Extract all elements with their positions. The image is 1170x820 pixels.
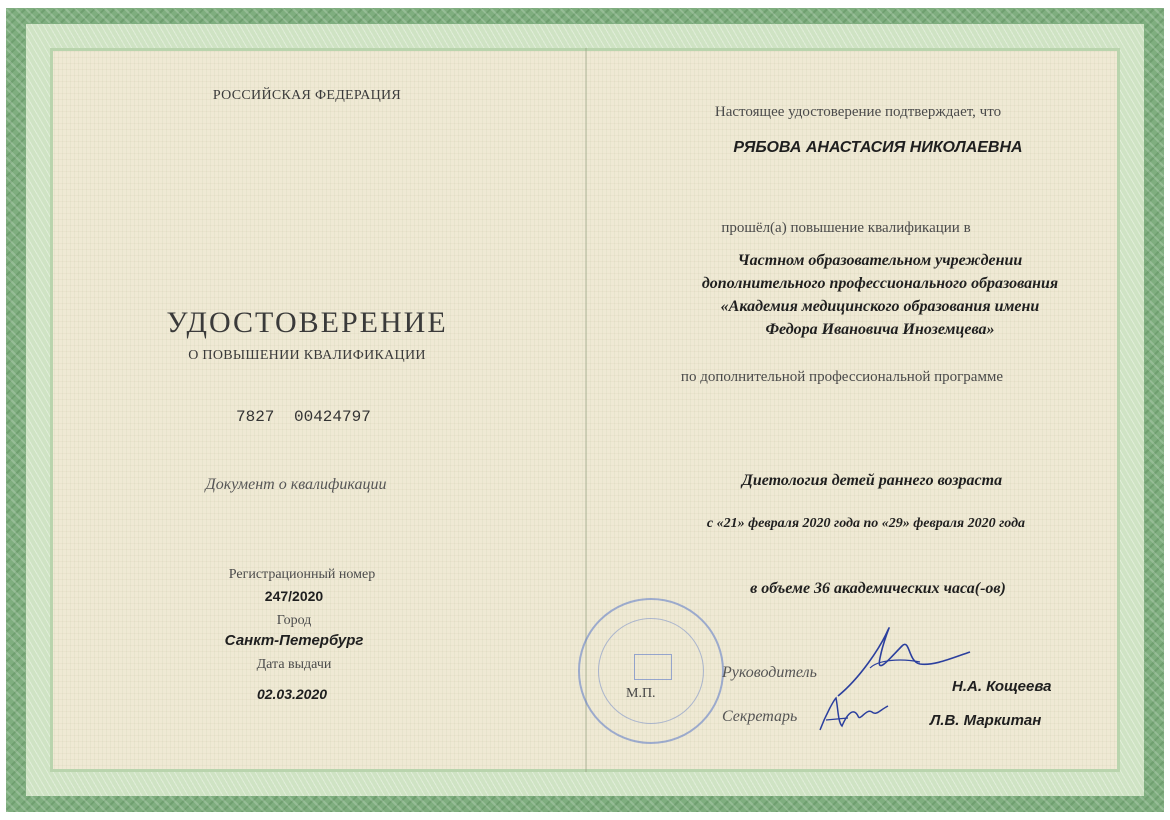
person-name: РЯБОВА АНАСТАСИЯ НИКОЛАЕВНА	[733, 139, 1023, 156]
passed-text: прошёл(а) повышение квалификации в	[721, 220, 971, 236]
country-label: РОССИЙСКАЯ ФЕДЕРАЦИЯ	[212, 88, 402, 103]
issue-date-label: Дата выдачи	[256, 657, 332, 672]
confirm-text: Настоящее удостоверение подтверждает, что	[714, 104, 1002, 120]
institution-line-2: дополнительного профессионального образования	[701, 275, 1059, 292]
registration-number: 247/2020	[264, 588, 324, 604]
secretary-name: Л.В. Маркитан	[930, 712, 1042, 729]
issue-date: 02.03.2020	[256, 686, 328, 702]
city-label: Город	[276, 613, 312, 628]
document-number: 00424797	[294, 408, 371, 426]
study-volume: в объеме 36 академических часа(-ов)	[750, 580, 1006, 597]
secretary-signature-icon	[814, 694, 894, 738]
head-label: Руководитель	[722, 664, 817, 681]
document-type: Документ о квалификации	[205, 476, 387, 493]
stamp-place-label: М.П.	[626, 686, 656, 701]
registration-label: Регистрационный номер	[228, 567, 376, 582]
seal-book-icon	[634, 654, 672, 680]
city-value: Санкт-Петербург	[224, 632, 364, 649]
document-title: УДОСТОВЕРЕНИЕ	[166, 306, 448, 339]
head-name: Н.А. Кощеева	[952, 678, 1052, 695]
program-label: по дополнительной профессиональной программе	[680, 369, 1004, 385]
stamp-seal-icon	[578, 598, 724, 744]
program-name: Диетология детей раннего возраста	[741, 472, 1003, 489]
institution-line-1: Частном образовательном учреждении	[737, 252, 1023, 269]
institution-line-3: «Академия медицинского образования имени	[720, 298, 1040, 315]
study-period: с «21» февраля 2020 года по «29» февраля 2020 года	[706, 516, 1026, 531]
document-subtitle: О ПОВЫШЕНИИ КВАЛИФИКАЦИИ	[188, 348, 426, 363]
document-series: 7827	[236, 408, 275, 426]
institution-line-4: Федора Ивановича Иноземцева»	[765, 321, 995, 338]
secretary-label: Секретарь	[722, 708, 798, 725]
